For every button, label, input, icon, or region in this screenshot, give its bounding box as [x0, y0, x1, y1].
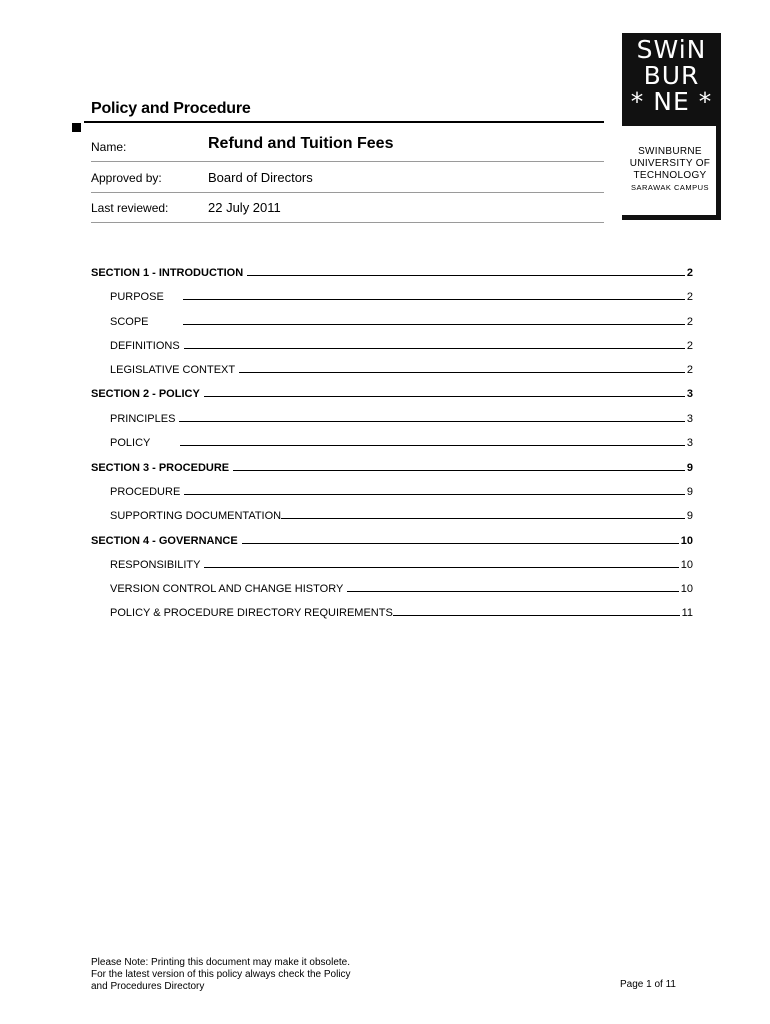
university-name — [622, 146, 718, 194]
footer-note — [91, 957, 351, 993]
toc-entry-supporting-documentation[interactable] — [91, 506, 693, 522]
toc-entry-text: SECTION 2 - POLICY — [91, 388, 200, 400]
campus-name: SARAWAK CAMPUS — [630, 183, 710, 192]
toc-page-number: 2 — [686, 316, 693, 328]
toc-page-number: 10 — [680, 583, 693, 595]
toc-entry-text: SECTION 1 - INTRODUCTION — [91, 267, 244, 279]
toc-entry-text: LEGISLATIVE CONTEXT — [110, 364, 236, 376]
toc-entry-text: SECTION 4 - GOVERNANCE — [91, 535, 238, 547]
toc-page-number: 3 — [686, 388, 693, 400]
meta-row-approved — [91, 162, 604, 193]
toc-page-number: 9 — [686, 462, 693, 474]
meta-row-name — [91, 131, 604, 162]
meta-label: Name: — [91, 140, 127, 154]
document-title: Policy and Procedure — [91, 100, 251, 117]
swinburne-logo — [622, 33, 721, 126]
toc-leader — [204, 567, 678, 568]
toc-page-number: 3 — [686, 413, 693, 425]
logo-line: SWiN — [636, 35, 707, 64]
toc-entry-legislative-context[interactable] — [91, 360, 693, 376]
university-line: SWINBURNE — [638, 146, 702, 157]
approved-by-value: Board of Directors — [208, 170, 313, 185]
toc-entry-directory-requirements[interactable] — [91, 603, 693, 619]
toc-section-4[interactable] — [91, 531, 693, 547]
logo-line: * NE * — [630, 87, 713, 116]
corner-marker — [72, 123, 81, 132]
last-reviewed-value: 22 July 2011 — [208, 200, 281, 215]
toc-leader — [183, 299, 685, 300]
toc-leader — [233, 470, 685, 471]
toc-entry-text: RESPONSIBILITY — [110, 559, 201, 571]
toc-entry-purpose[interactable] — [91, 287, 693, 303]
toc-page-number: 2 — [686, 291, 693, 303]
toc-entry-version-control[interactable] — [91, 579, 693, 595]
toc-leader — [242, 543, 679, 544]
policy-name: Refund and Tuition Fees — [208, 135, 394, 152]
toc-entry-policy[interactable] — [91, 433, 693, 449]
toc-entry-principles[interactable] — [91, 409, 693, 425]
title-rule — [84, 121, 604, 123]
toc-leader — [179, 421, 684, 422]
toc-page-number: 11 — [681, 607, 693, 619]
toc-entry-text: SECTION 3 - PROCEDURE — [91, 462, 230, 474]
toc-entry-text: VERSION CONTROL AND CHANGE HISTORY — [110, 583, 344, 595]
toc-section-3[interactable] — [91, 458, 693, 474]
toc-entry-text: SUPPORTING DOCUMENTATION — [110, 510, 282, 522]
footer-note-line: Please Note: Printing this document may make it obsolete. — [91, 957, 351, 968]
toc-entry-text: POLICY — [110, 437, 151, 449]
toc-entry-scope[interactable] — [91, 312, 693, 328]
toc-leader — [239, 372, 685, 373]
toc-entry-text: DEFINITIONS — [110, 340, 180, 352]
footer-note-line: For the latest version of this policy always check the Policy — [91, 969, 351, 980]
logo-line: BUR — [643, 61, 700, 90]
toc-entry-text: POLICY & PROCEDURE DIRECTORY REQUIREMENTS — [110, 607, 393, 619]
toc-leader — [184, 494, 685, 495]
toc-entry-definitions[interactable] — [91, 336, 693, 352]
toc-leader — [247, 275, 685, 276]
meta-label: Approved by: — [91, 171, 162, 185]
toc-entry-text: PROCEDURE — [110, 486, 181, 498]
toc-section-1[interactable] — [91, 263, 693, 279]
toc-entry-text: PRINCIPLES — [110, 413, 176, 425]
university-line: UNIVERSITY OF — [629, 158, 711, 169]
toc-page-number: 10 — [680, 559, 693, 571]
toc-leader — [204, 396, 685, 397]
page-number: Page 1 of 11 — [620, 979, 676, 990]
toc-leader — [184, 348, 685, 349]
toc-page-number: 10 — [680, 535, 693, 547]
toc-page-number: 2 — [686, 267, 693, 279]
toc-leader — [281, 518, 685, 519]
toc-page-number: 2 — [686, 340, 693, 352]
toc-page-number: 9 — [686, 486, 693, 498]
meta-label: Last reviewed: — [91, 201, 169, 215]
toc-section-2[interactable] — [91, 384, 693, 400]
toc-entry-responsibility[interactable] — [91, 555, 693, 571]
logo-frame-bottom — [622, 215, 721, 220]
toc-entry-procedure[interactable] — [91, 482, 693, 498]
toc-entry-text: SCOPE — [110, 316, 149, 328]
toc-page-number: 3 — [686, 437, 693, 449]
toc-leader — [347, 591, 678, 592]
university-line: TECHNOLOGY — [633, 170, 707, 181]
toc-leader — [393, 615, 680, 616]
toc-entry-text: PURPOSE — [110, 291, 164, 303]
toc-leader — [183, 324, 685, 325]
toc-page-number: 9 — [686, 510, 693, 522]
footer-note-line: and Procedures Directory — [91, 981, 205, 992]
toc-page-number: 2 — [686, 364, 693, 376]
meta-row-reviewed — [91, 192, 604, 223]
toc-leader — [180, 445, 685, 446]
